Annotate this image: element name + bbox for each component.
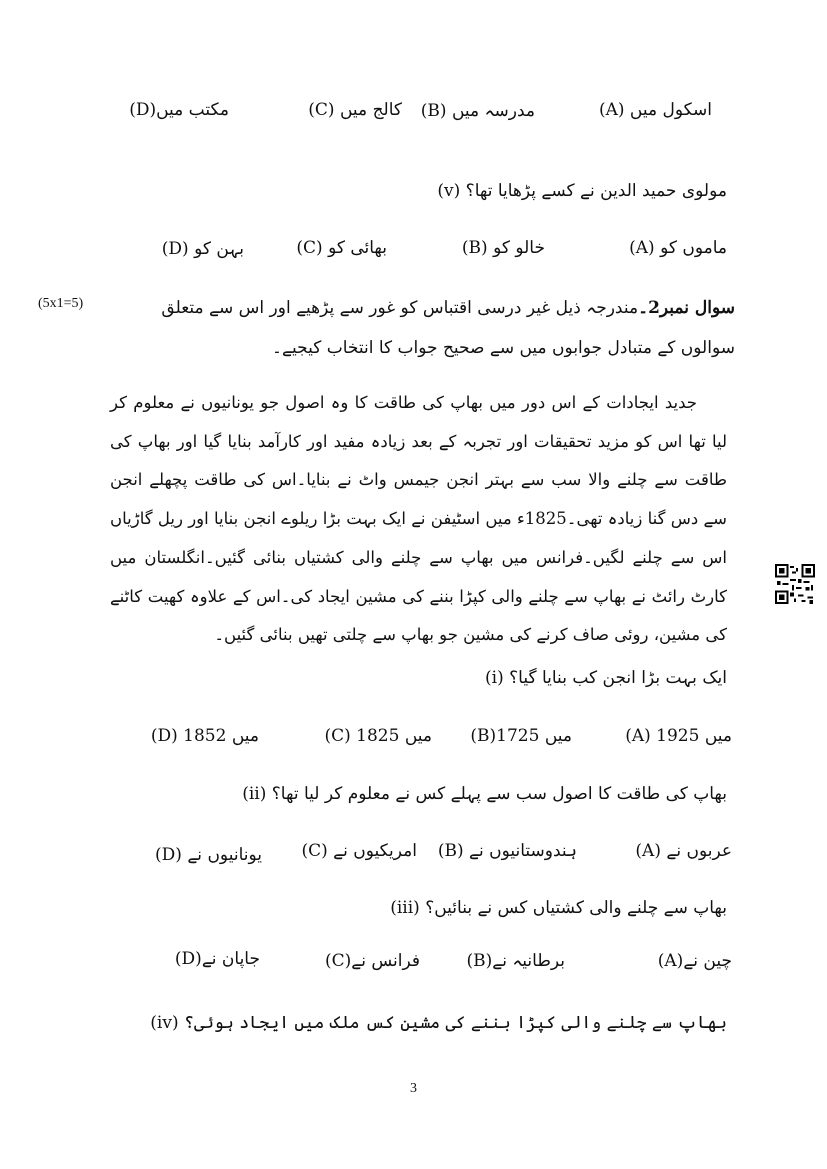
qi-option-b: (B)1725 میں [470, 726, 572, 746]
q1-option-d: (D)مکتب میں [129, 100, 229, 120]
qii-option-b: (B) ہندوستانیوں نے [437, 841, 577, 861]
q1-option-a: (A) اسکول میں [598, 100, 712, 120]
qr-code-icon [775, 564, 815, 604]
passage [110, 384, 727, 655]
question-iv: (iv) بھاپ سے چلنے والی کپڑا بننے کی مشین کس ملک میں ایجاد ہوئی؟ [150, 1013, 727, 1033]
question-ii: (ii) بھاپ کی طاقت کا اصول سب سے پہلے کس نے معلوم کر لیا تھا؟ [242, 784, 727, 804]
qi-option-d: (D) 1852 میں [150, 726, 259, 746]
question-2-label: سوال نمبر2۔ [638, 298, 735, 318]
qi-option-c: (C) 1825 میں [324, 726, 432, 746]
qv-option-c: (C) بھائی کو [296, 238, 387, 258]
question-v: (v) مولوی حمید الدین نے کسے پڑھایا تھا؟ [437, 181, 727, 201]
qiii-option-c: (C)فرانس نے [324, 951, 420, 971]
q1-option-c: (C) کالج میں [308, 100, 402, 120]
question-i: (i) ایک بہت بڑا انجن کب بنایا گیا؟ [485, 668, 727, 688]
question-2-heading [130, 288, 735, 368]
qii-option-c: (C) امریکیوں نے [301, 841, 417, 861]
page-number: 3 [410, 1081, 417, 1096]
qii-option-a: (A) عربوں نے [635, 841, 732, 861]
qv-option-d: (D) بہن کو [161, 239, 244, 259]
passage-text: جدید ایجادات کے اس دور میں بھاپ کی طاقت کا وہ اصول جو یونانیوں نے معلوم کر لیا تھا اس کو مزید تحقیقات اور تجربہ کے بعد زیادہ مفید اور کارآمد بنایا گیا اور بھاپ کی طاقت سے چلنے والا سب سے بہتر انجن جیمس واٹ نے بنایا۔اس کی طاقت پچھلے انجن سے دس گنا زیادہ تھی۔1825ء میں اسٹیفن نے ایک بہت بڑا ریلوے انجن بنایا اور ریل گاڑیاں اس سے چلنے لگیں۔فرانس میں بھاپ سے چلنے والی کشتیاں بنائی گئیں۔انگلستان میں کارٹ رائٹ نے بھاپ سے چلنے والی کپڑا بننے کی مشین ایجاد کی۔اس کے علاوہ کھیت کاٹنے کی مشین، روئی صاف کرنے کی مشین جو بھاپ سے چلتی تھیں بنائی گئیں۔ [110, 393, 728, 645]
question-iii: (iii) بھاپ سے چلنے والی کشتیاں کس نے بنائیں؟ [390, 898, 727, 918]
qv-option-a: (A) ماموں کو [629, 238, 727, 258]
q1-option-b: (B) مدرسہ میں [420, 101, 535, 121]
question-2-instruction: مندرجہ ذیل غیر درسی اقتباس کو غور سے پڑھیے اور اس سے متعلق سوالوں کے متبادل جوابوں میں سے صحیح جواب کا انتخاب کیجیے۔ [161, 298, 735, 358]
qii-option-d: (D) یونانیوں نے [155, 845, 262, 865]
question-2-marks: (5x1=5) [38, 296, 84, 311]
qiii-option-d: (D)جاپان نے [174, 949, 260, 969]
qiii-option-a: (A)چین نے [657, 951, 732, 971]
qv-option-b: (B) خالو کو [461, 238, 545, 258]
qiii-option-b: (B)برطانیہ نے [466, 951, 565, 971]
qi-option-a: (A) 1925 میں [625, 726, 732, 746]
